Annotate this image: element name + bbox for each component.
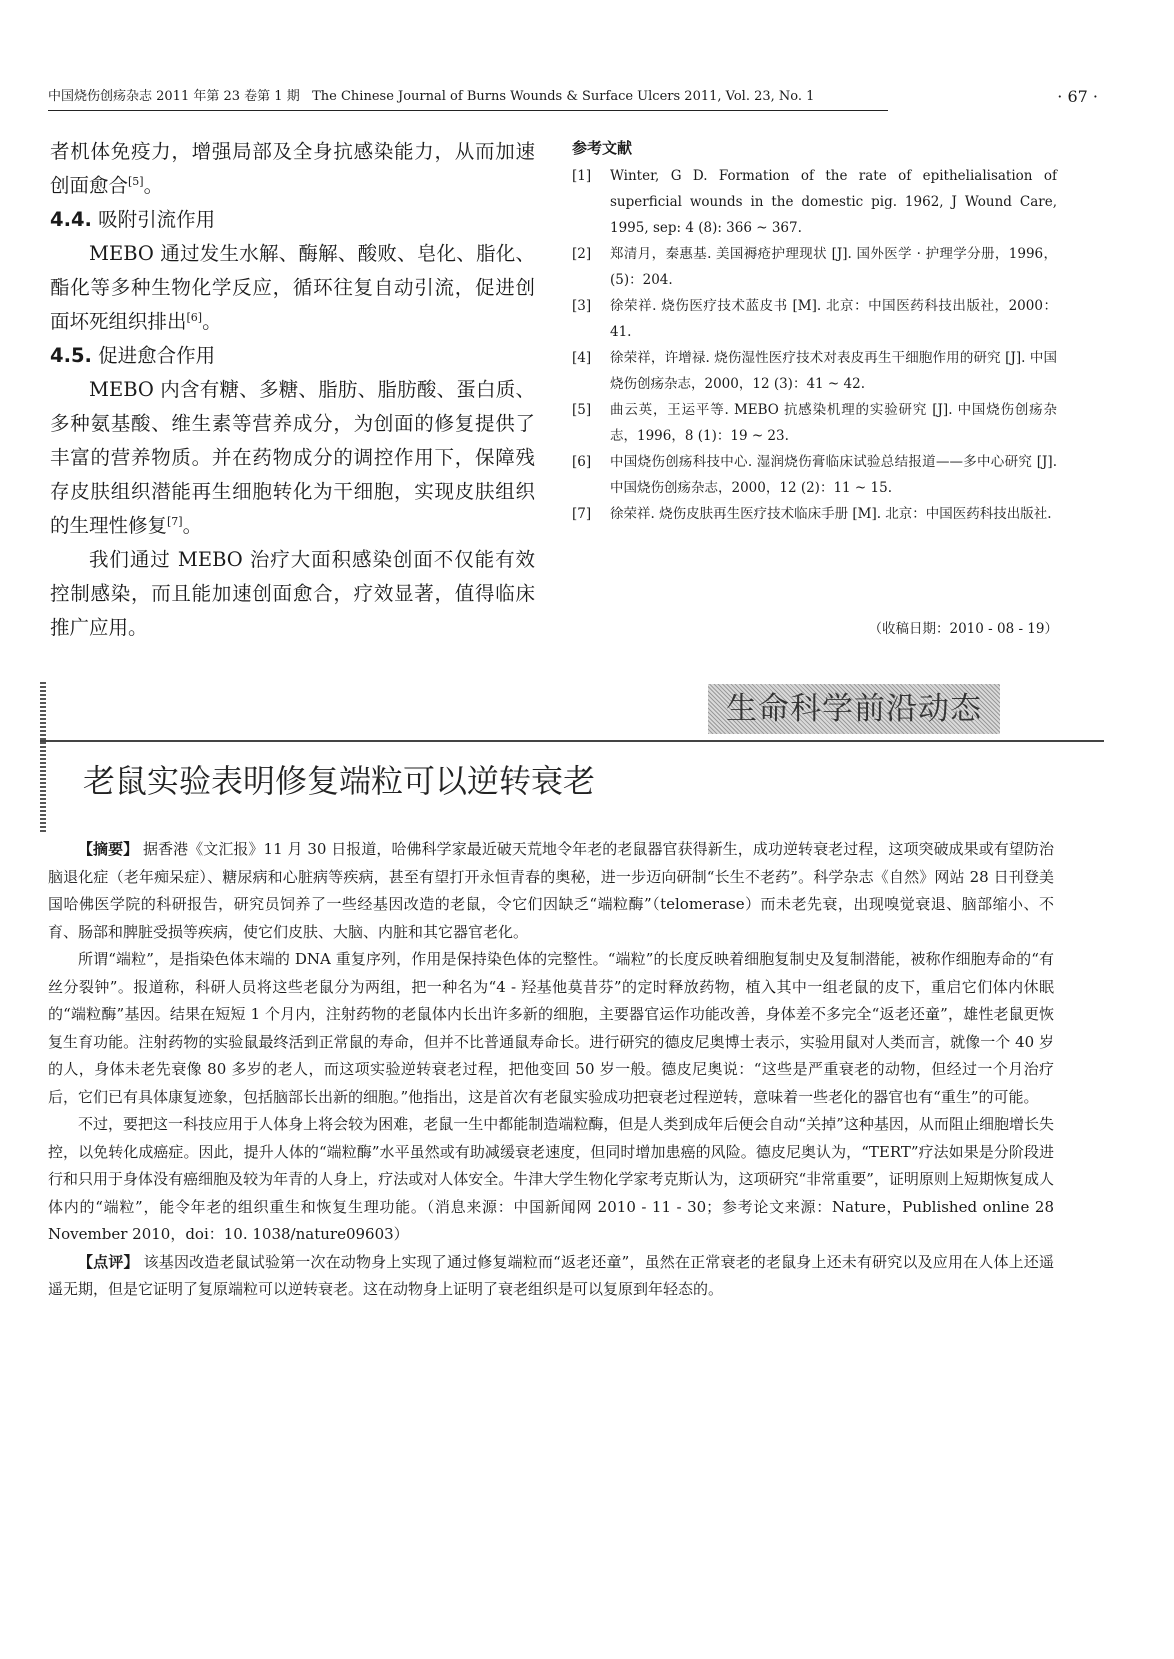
reference-item: [7] 徐荣祥. 烧伤皮肤再生医疗技术临床手册 [M]. 北京：中国医药科技出版社.	[572, 506, 1052, 522]
reference-item: [3] 徐荣祥. 烧伤医疗技术蓝皮书 [M]. 北京：中国医药科技出版社，2000：41.	[572, 298, 1057, 340]
left-paragraph-3: MEBO 内含有糖、多糖、脂肪、脂肪酸、蛋白质、多种氨基酸、维生素等营养成分，为创面的修复提供了丰富的营养物质。并在药物成分的调控作用下，保障残存皮肤组织潜能再生细胞转化为干细胞，实现皮肤组织的生理性修复[7]。	[50, 378, 535, 537]
reference-item: [5] 曲云英，王运平等. MEBO 抗感染机理的实验研究 [J]. 中国烧伤创疡杂志，1996，8 (1)：19 ~ 23.	[572, 402, 1057, 444]
article-body	[48, 836, 1054, 1304]
abstract-paragraph: 【摘要】 据香港《文汇报》11 月 30 日报道，哈佛科学家最近破天荒地令年老的老鼠器官获得新生，成功逆转衰老过程，这项突破成果或有望防治脑退化症（老年痴呆症）、糖尿病和心脏病等疾病，甚至有望打开永恒青春的奥秘，进一步迈向研制“长生不老药”。科学杂志《自然》网站 28 日刊登美国哈佛医学院的科研报告，研究员饲养了一些经基因改造的老鼠，令它们因缺乏“端粒酶”（telomerase）而未老先衰，出现嗅觉衰退、脑部缩小、不育、肠部和脾脏受损等疾病，使它们皮肤、大脑、内脏和其它器官老化。	[48, 840, 1054, 941]
citation-5[interactable]: [5]	[128, 175, 144, 188]
decorative-side-bar	[40, 682, 46, 832]
reference-item: [6] 中国烧伤创疡科技中心. 湿润烧伤膏临床试验总结报道——多中心研究 [J]. 中国烧伤创疡杂志，2000，12 (2)：11 ~ 15.	[572, 454, 1057, 496]
body-paragraph-1: 所谓“端粒”，是指染色体末端的 DNA 重复序列，作用是保持染色体的完整性。“端粒”的长度反映着细胞复制史及复制潜能，被称作细胞寿命的“有丝分裂钟”。报道称，科研人员将这些老鼠分为两组，把一种名为“4 - 羟基他莫昔芬”的定时释放药物，植入其中一组老鼠的皮下，重启它们体内休眠的“端粒酶”基因。结果在短短 1 个月内，注射药物的老鼠体内长出许多新的细胞，主要器官运作功能改善，身体差不多完全“返老还童”，雄性老鼠更恢复生育功能。注射药物的实验鼠最终活到正常鼠的寿命，但并不比普通鼠寿命长。进行研究的德皮尼奥博士表示，实验用鼠对人类而言，就像一个 40 岁的人，身体未老先衰像 80 多岁的老人，而这项实验逆转衰老过程，把他变回 50 岁一般。德皮尼奥说：“这些是严重衰老的动物，但经过一个月治疗后，它们已有具体康复迹象，包括脑部长出新的细胞。”他指出，这是首次有老鼠实验成功把衰老过程逆转，意味着一些老化的器官也有“重生”的可能。	[48, 950, 1054, 1106]
header-rule	[48, 110, 888, 111]
abstract-label: 【摘要】	[78, 840, 139, 858]
citation-7[interactable]: [7]	[167, 515, 183, 528]
comment-paragraph: 【点评】 该基因改造老鼠试验第一次在动物身上实现了通过修复端粒而“返老还童”，虽然在正常衰老的老鼠身上还未有研究以及应用在人体上还遥遥无期，但是它证明了复原端粒可以逆转衰老。这在动物身上证明了衰老组织是可以复原到年轻态的。	[48, 1252, 1054, 1298]
subheading-4-4: 4.4. 吸附引流作用	[50, 208, 216, 231]
received-date: （收稿日期：2010 - 08 - 19）	[868, 621, 1058, 637]
references-column	[572, 135, 1057, 527]
comment-label: 【点评】	[78, 1252, 139, 1271]
citation-6[interactable]: [6]	[186, 311, 203, 324]
reference-item: [2] 郑清月，秦惠基. 美国褥疮护理现状 [J]. 国外医学 · 护理学分册，1996，(5)：204.	[572, 246, 1057, 288]
reference-item: [4] 徐荣祥，许增禄. 烧伤湿性医疗技术对表皮再生干细胞作用的研究 [J]. 中国烧伤创疡杂志，2000，12 (3)：41 ~ 42.	[572, 350, 1057, 392]
section-rule	[40, 740, 1104, 742]
journal-title-cn: 中国烧伤创疡杂志 2011 年第 23 卷第 1 期	[48, 89, 300, 104]
article-title: 老鼠实验表明修复端粒可以逆转衰老	[83, 762, 596, 800]
reference-item: [1] Winter, G D. Formation of the rate of epithelialisation of superficial wounds in the domestic pig. 1962, J Wound Care, 1995, sep: 4 (8): 366 ~ 367.	[572, 168, 1057, 236]
page-number: · 67 ·	[1057, 87, 1098, 106]
left-paragraph-1: 者机体免疫力，增强局部及全身抗感染能力，从而加速创面愈合[5]。	[50, 140, 535, 197]
section-banner: 生命科学前沿动态	[708, 684, 1000, 734]
left-paragraph-2: MEBO 通过发生水解、酶解、酸败、皂化、脂化、酯化等多种生物化学反应，循环往复自动引流，促进创面坏死组织排出[6]。	[50, 242, 535, 333]
subheading-4-5: 4.5. 促进愈合作用	[50, 344, 216, 367]
references-title: 参考文献	[572, 139, 633, 157]
left-column	[50, 135, 535, 645]
left-paragraph-4: 我们通过 MEBO 治疗大面积感染创面不仅能有效控制感染，而且能加速创面愈合，疗效显著，值得临床推广应用。	[50, 548, 535, 639]
journal-title-en: The Chinese Journal of Burns Wounds & Surface Ulcers 2011, Vol. 23, No. 1	[312, 89, 815, 104]
body-paragraph-2: 不过，要把这一科技应用于人体身上将会较为困难，老鼠一生中都能制造端粒酶，但是人类到成年后便会自动“关掉”这种基因，从而阻止细胞增长失控，以免转化成癌症。因此，提升人体的“端粒酶”水平虽然或有助减缓衰老速度，但同时增加患癌的风险。德皮尼奥认为，“TERT”疗法如果是分阶段进行和只用于身体没有癌细胞及较为年青的人身上，疗法或对人体安全。牛津大学生物化学家考克斯认为，这项研究“非常重要”，证明原则上短期恢复成人体内的“端粒”，能令年老的组织重生和恢复生理功能。（消息来源：中国新闻网 2010 - 11 - 30；参考论文来源：Nature，Published online 28 November 2010，doi：10. 1038/nature09603）	[48, 1115, 1054, 1243]
running-header	[48, 86, 1098, 108]
